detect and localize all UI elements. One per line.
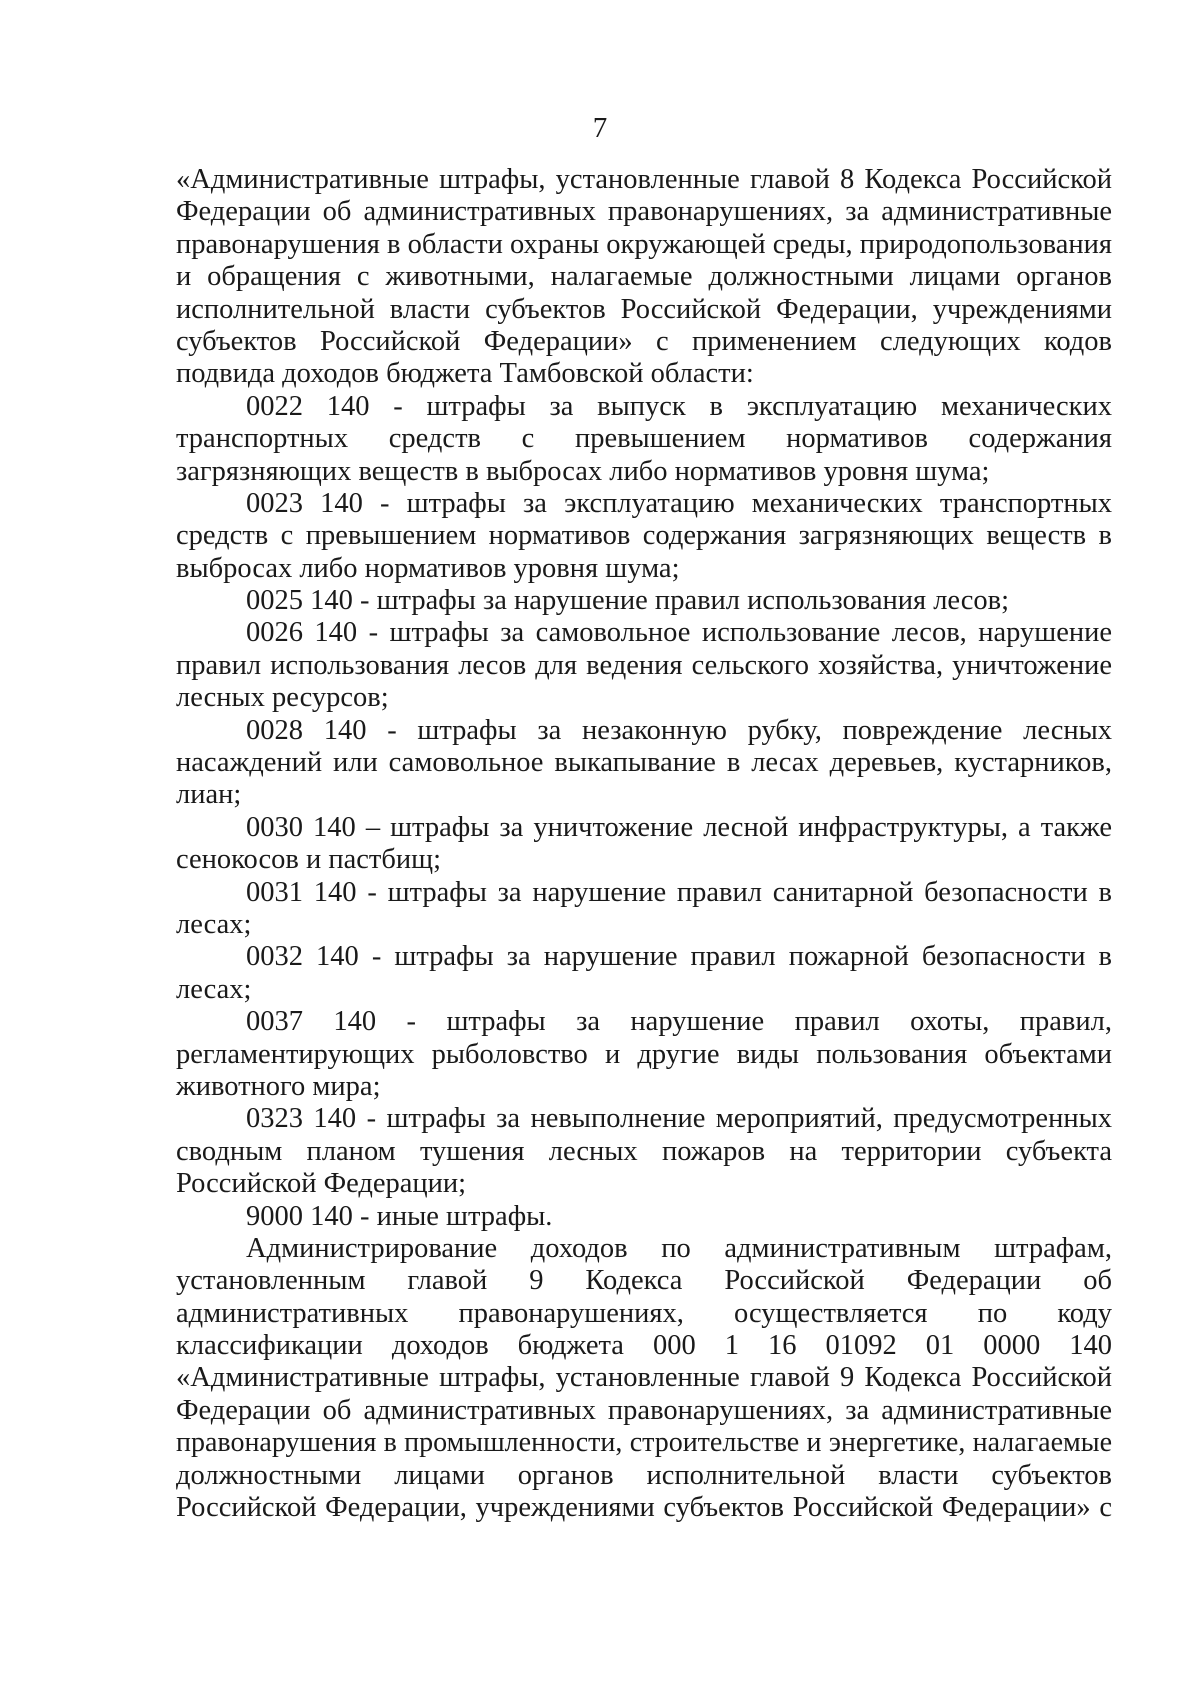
text-line: лиан;	[176, 779, 242, 811]
text-line: должностными лицами органов исполнительной власти субъектов	[176, 1459, 1112, 1491]
text-line: загрязняющих веществ в выбросах либо нормативов уровня шума;	[176, 455, 990, 487]
text-line: 0323 140 - штрафы за невыполнение мероприятий, предусмотренных	[246, 1103, 1112, 1135]
text-line: правил использования лесов для ведения сельского хозяйства, уничтожение	[176, 649, 1112, 681]
text-line: 9000 140 - иные штрафы.	[246, 1200, 553, 1232]
document-body	[176, 164, 1112, 1524]
text-line: транспортных средств с превышением нормативов содержания	[176, 423, 1112, 455]
text-line: Администрирование доходов по административным штрафам,	[246, 1232, 1112, 1264]
text-line: регламентирующих рыболовство и другие виды пользования объектами	[176, 1038, 1112, 1070]
text-line: установленным главой 9 Кодекса Российской Федерации об	[176, 1265, 1112, 1297]
text-line: 0025 140 - штрафы за нарушение правил использования лесов;	[246, 585, 1010, 617]
text-line: Федерации об административных правонарушениях, за административные	[176, 196, 1112, 228]
text-line: правонарушения в промышленности, строительстве и энергетике, налагаемые	[176, 1427, 1112, 1459]
text-line: субъектов Российской Федерации» с применением следующих кодов	[176, 325, 1112, 357]
text-line: насаждений или самовольное выкапывание в лесах деревьев, кустарников,	[176, 747, 1112, 779]
text-line: «Административные штрафы, установленные главой 9 Кодекса Российской	[176, 1362, 1112, 1394]
text-line: 0023 140 - штрафы за эксплуатацию механических транспортных	[246, 487, 1112, 519]
text-line: 0031 140 - штрафы за нарушение правил санитарной безопасности в	[246, 876, 1112, 908]
text-line: административных правонарушениях, осуществляется по коду	[176, 1297, 1112, 1329]
text-line: 0028 140 - штрафы за незаконную рубку, повреждение лесных	[246, 714, 1112, 746]
text-line: правонарушения в области охраны окружающей среды, природопользования	[176, 228, 1112, 260]
text-line: средств с превышением нормативов содержания загрязняющих веществ в	[176, 520, 1112, 552]
text-line: и обращения с животными, налагаемые должностными лицами органов	[176, 261, 1112, 293]
text-line: 0030 140 – штрафы за уничтожение лесной инфраструктуры, а также	[246, 811, 1112, 843]
text-line: Федерации об административных правонарушениях, за административные	[176, 1394, 1112, 1426]
text-line: 0032 140 - штрафы за нарушение правил пожарной безопасности в	[246, 941, 1112, 973]
page-number: 7	[592, 112, 608, 144]
text-line: 0026 140 - штрафы за самовольное использование лесов, нарушение	[246, 617, 1112, 649]
text-line: сводным планом тушения лесных пожаров на территории субъекта	[176, 1135, 1112, 1167]
text-line: выбросах либо нормативов уровня шума;	[176, 552, 680, 584]
text-line: классификации доходов бюджета 000 1 16 01092 01 0000 140	[176, 1330, 1112, 1362]
text-line: животного мира;	[176, 1070, 381, 1102]
text-line: лесах;	[176, 973, 252, 1005]
text-line: сенокосов и пастбищ;	[176, 844, 441, 876]
text-line: лесах;	[176, 908, 252, 940]
text-line: исполнительной власти субъектов Российской Федерации, учреждениями	[176, 293, 1112, 325]
text-line: «Административные штрафы, установленные главой 8 Кодекса Российской	[176, 164, 1112, 195]
text-line: лесных ресурсов;	[176, 682, 389, 714]
text-line: Российской Федерации, учреждениями субъектов Российской Федерации» с	[176, 1492, 1112, 1524]
text-line: подвида доходов бюджета Тамбовской области:	[176, 358, 754, 390]
text-line: Российской Федерации;	[176, 1168, 467, 1200]
text-line: 0037 140 - штрафы за нарушение правил охоты, правил,	[246, 1006, 1112, 1038]
text-line: 0022 140 - штрафы за выпуск в эксплуатацию механических	[246, 390, 1112, 422]
